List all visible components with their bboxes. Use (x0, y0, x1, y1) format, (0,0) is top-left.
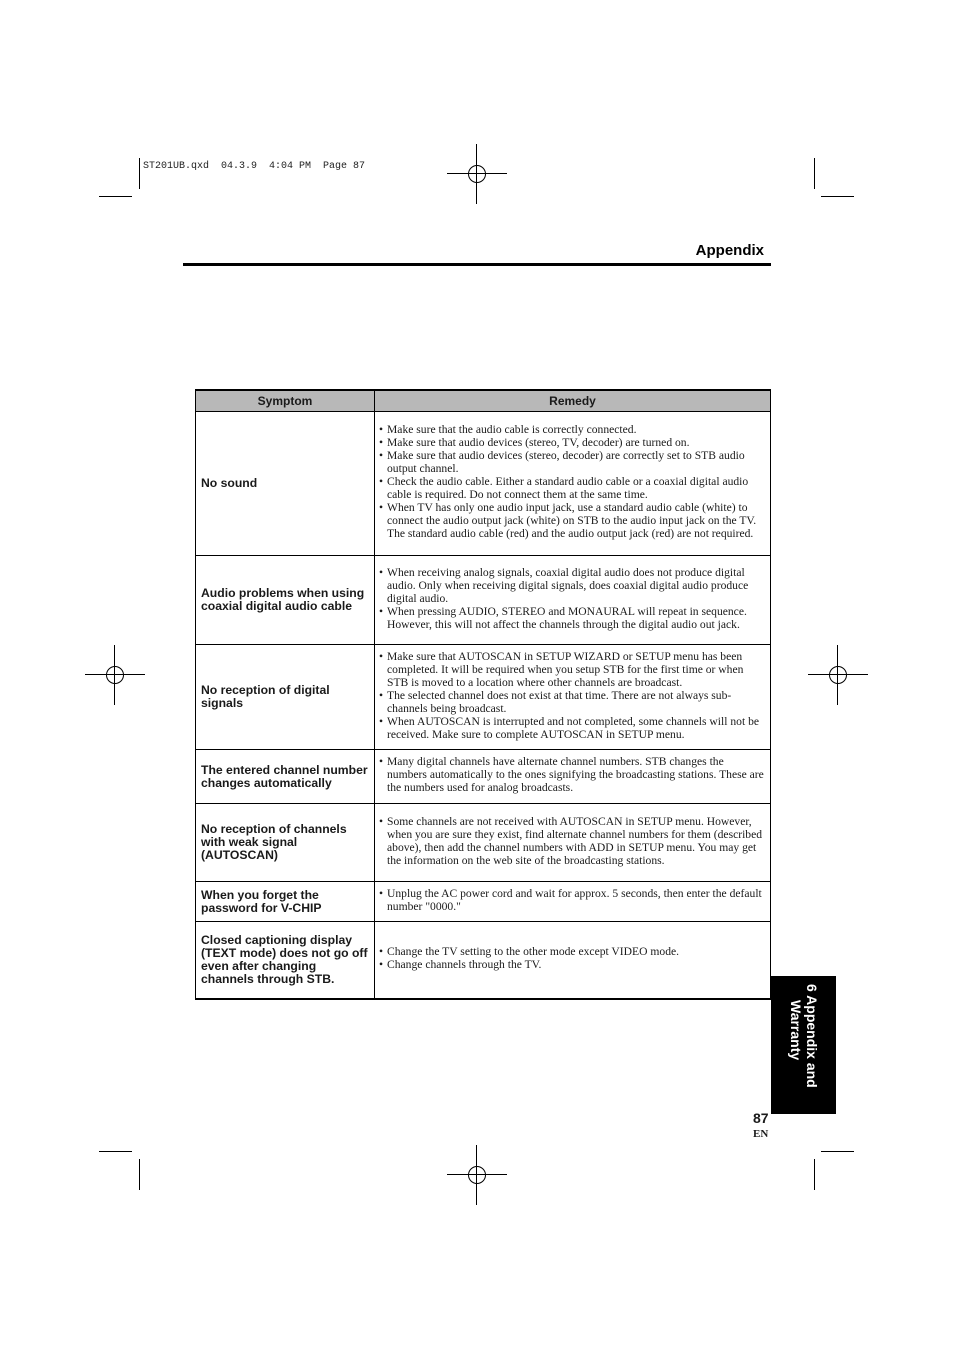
remedy-item: • Check the audio cable. Either a standard audio cable or a coaxial digital audio cable is required. Do not connect them at the same time. (379, 475, 765, 501)
symptom-cell: Closed captioning display (TEXT mode) does not go off even after changing channels through STB. (196, 922, 375, 999)
remedy-cell (375, 882, 771, 922)
symptom-cell: No reception of digital signals (196, 645, 375, 750)
table-row (196, 922, 771, 999)
remedy-cell (375, 750, 771, 804)
remedy-item: • Make sure that the audio cable is correctly connected. (379, 423, 765, 436)
table-header-row (196, 390, 771, 412)
registration-mark-bottom (462, 1160, 492, 1190)
registration-mark-left (100, 660, 130, 690)
crop-mark (139, 158, 140, 189)
remedy-item: • When AUTOSCAN is interrupted and not completed, some channels will not be received. Make sure to complete AUTOSCAN in SETUP menu. (379, 715, 765, 741)
remedy-cell (375, 804, 771, 882)
page-number: 87 (753, 1110, 769, 1126)
table-row (196, 804, 771, 882)
troubleshooting-table (195, 389, 771, 1000)
remedy-item: • Unplug the AC power cord and wait for approx. 5 seconds, then enter the default number "0000." (379, 887, 765, 913)
table-row (196, 882, 771, 922)
remedy-cell (375, 645, 771, 750)
remedy-item: • Change channels through the TV. (379, 958, 765, 971)
symptom-cell: No reception of channels with weak signal (AUTOSCAN) (196, 804, 375, 882)
registration-mark-right (823, 660, 853, 690)
chapter-tab-line: Warranty (788, 1000, 804, 1061)
remedy-cell (375, 922, 771, 999)
page-title: Appendix (695, 242, 764, 259)
chapter-tab (771, 976, 836, 1114)
file-slug: ST201UB.qxd 04.3.9 4:04 PM Page 87 (143, 161, 366, 172)
column-header-remedy: Remedy (375, 390, 771, 412)
remedy-item: • When receiving analog signals, coaxial digital audio does not produce digital audio. Only when receiving digital signals, does coaxial digital audio produce digital audio. (379, 566, 765, 605)
remedy-cell (375, 556, 771, 645)
crop-mark (821, 196, 854, 197)
crop-mark (814, 158, 815, 189)
crop-mark (139, 1159, 140, 1190)
table-row (196, 750, 771, 804)
crop-mark (99, 196, 132, 197)
chapter-tab-label (788, 984, 820, 1088)
remedy-item: • When TV has only one audio input jack, use a standard audio cable (white) to connect the audio output jack (white) on STB to the audio input jack on the TV. The standard audio cable (red) and the audio output jack (red) are not required. (379, 501, 765, 540)
remedy-item: • When pressing AUDIO, STEREO and MONAURAL will repeat in sequence. However, this will not affect the channels through the digital audio out jack. (379, 605, 765, 631)
remedy-item: • Some channels are not received with AUTOSCAN in SETUP menu. However, when you are sure they exist, find alternate channel numbers for them (described above), then add the channel numbers with ADD in SETUP menu. You may get the information on the web site of the broadcasting stations. (379, 815, 765, 867)
remedy-cell (375, 412, 771, 556)
remedy-item: • The selected channel does not exist at that time. There are not always sub-channels being broadcast. (379, 689, 765, 715)
registration-mark-top (462, 159, 492, 189)
table-row (196, 645, 771, 750)
column-header-symptom: Symptom (196, 390, 375, 412)
crop-mark (99, 1151, 132, 1152)
header-rule (183, 263, 771, 266)
symptom-cell: When you forget the password for V-CHIP (196, 882, 375, 922)
chapter-tab-line: 6 Appendix and (804, 984, 820, 1088)
language-code: EN (753, 1128, 769, 1140)
crop-mark (821, 1151, 854, 1152)
table-row (196, 556, 771, 645)
remedy-item: • Make sure that audio devices (stereo, decoder) are correctly set to STB audio output channel. (379, 449, 765, 475)
remedy-item: • Many digital channels have alternate channel numbers. STB changes the numbers automatically to the ones signifying the broadcasting stations. These are the numbers used for analog broadcasts. (379, 755, 765, 794)
symptom-cell: Audio problems when using coaxial digital audio cable (196, 556, 375, 645)
remedy-item: • Change the TV setting to the other mode except VIDEO mode. (379, 945, 765, 958)
symptom-cell: The entered channel number changes automatically (196, 750, 375, 804)
table-row (196, 412, 771, 556)
crop-mark (814, 1159, 815, 1190)
symptom-cell: No sound (196, 412, 375, 556)
remedy-item: • Make sure that AUTOSCAN in SETUP WIZARD or SETUP menu has been completed. It will be required when you setup STB for the first time or when STB is moved to a location where other channels are broadcast. (379, 650, 765, 689)
remedy-item: • Make sure that audio devices (stereo, TV, decoder) are turned on. (379, 436, 765, 449)
